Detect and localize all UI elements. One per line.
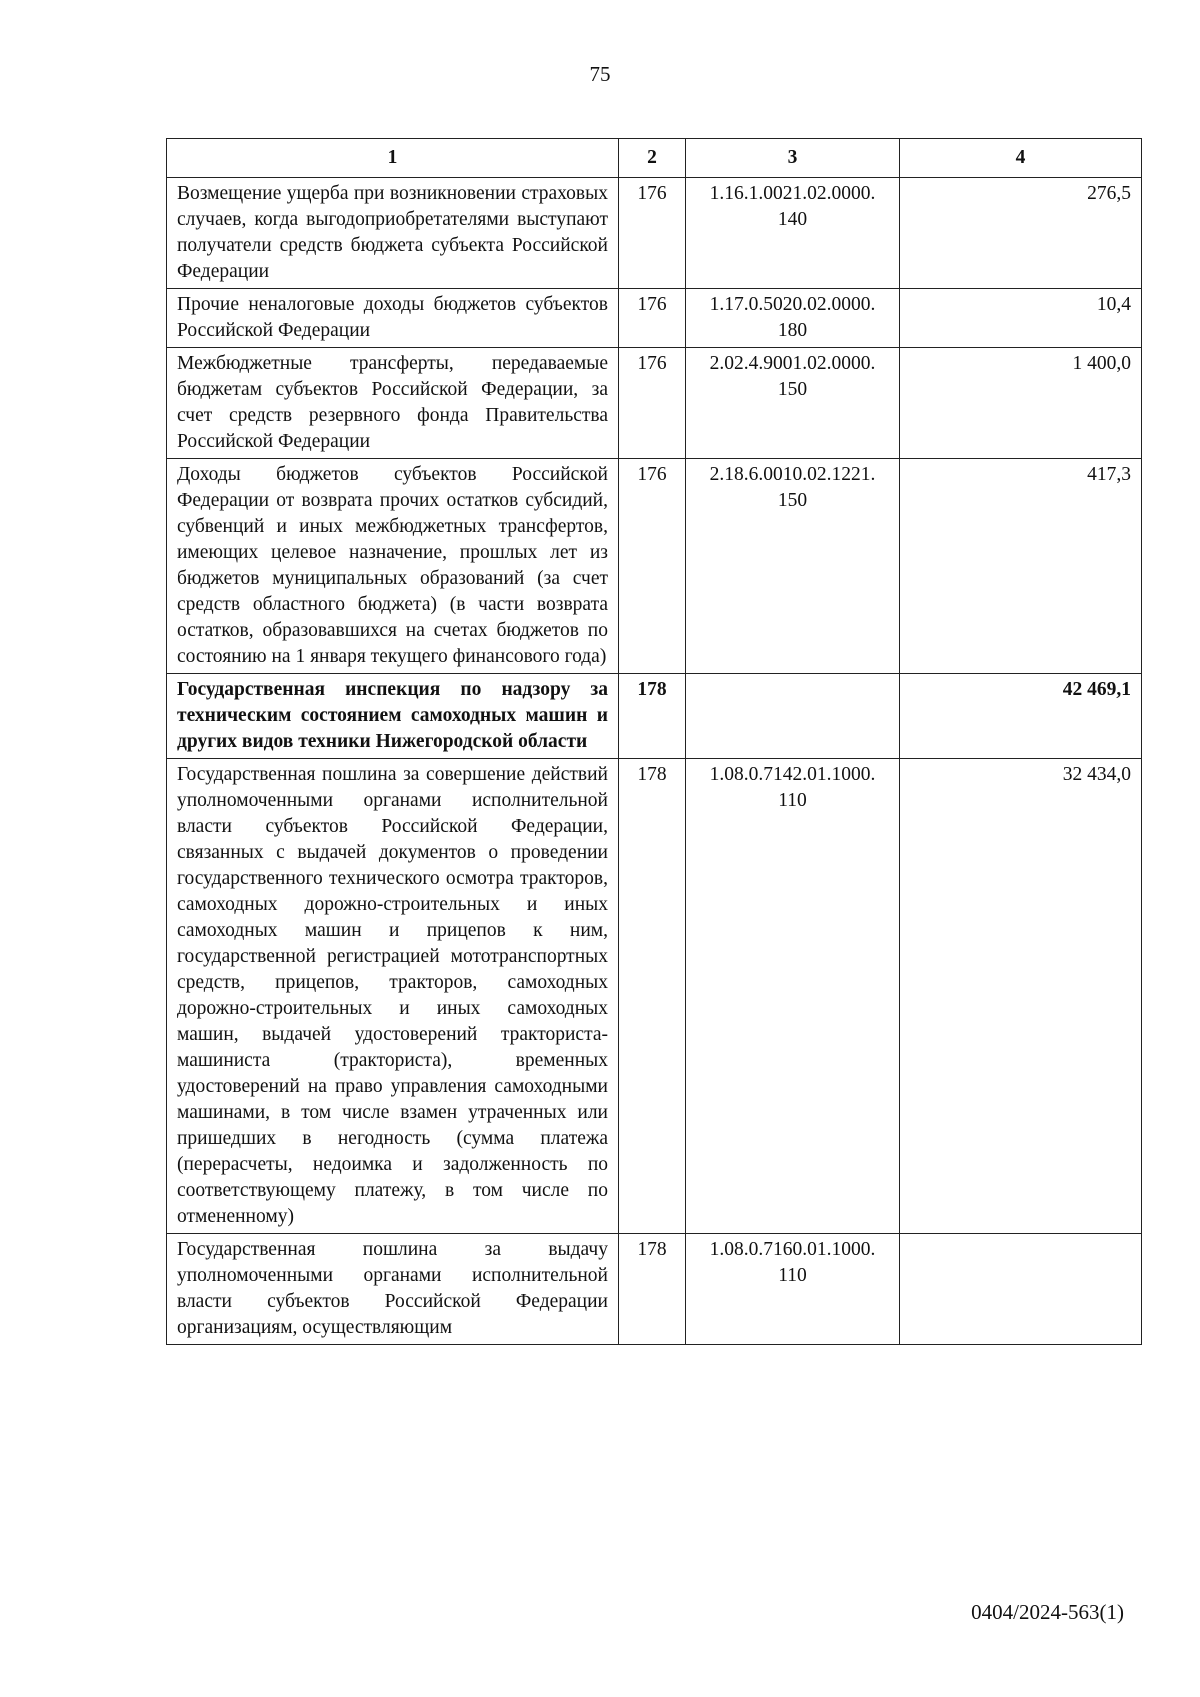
row-kbk: 1.08.0.7142.01.1000. 110 [686,759,900,1234]
table-header-row [167,139,1142,178]
table-row [167,759,1142,1234]
row-kbk: 2.18.6.0010.02.1221. 150 [686,459,900,674]
row-code: 176 [619,178,686,289]
row-amount: 276,5 [900,178,1142,289]
row-kbk [686,674,900,759]
header-col-1: 1 [167,139,619,178]
row-code: 176 [619,289,686,348]
row-amount: 10,4 [900,289,1142,348]
table-row [167,348,1142,459]
row-code: 176 [619,348,686,459]
row-code: 176 [619,459,686,674]
row-name: Государственная инспекция по надзору за техническим состоянием самоходных машин и других видов техники Нижегородской области [167,674,619,759]
row-amount: 32 434,0 [900,759,1142,1234]
row-code: 178 [619,1234,686,1345]
row-amount: 1 400,0 [900,348,1142,459]
row-amount: 42 469,1 [900,674,1142,759]
header-col-4: 4 [900,139,1142,178]
table-body [167,178,1142,1345]
table-row [167,178,1142,289]
row-name: Доходы бюджетов субъектов Российской Федерации от возврата прочих остатков субсидий, субвенций и иных межбюджетных трансфертов, имеющих целевое назначение, прошлых лет из бюджетов муниципальных образований (за счет средств областного бюджета) (в части возврата остатков, образовавшихся на счетах бюджетов по состоянию на 1 января текущего финансового года) [167,459,619,674]
row-kbk: 1.08.0.7160.01.1000. 110 [686,1234,900,1345]
row-name: Межбюджетные трансферты, передаваемые бюджетам субъектов Российской Федерации, за счет средств резервного фонда Правительства Российской Федерации [167,348,619,459]
table-row [167,459,1142,674]
row-name: Государственная пошлина за совершение действий уполномоченными органами исполнительной власти субъектов Российской Федерации, связанных с выдачей документов о проведении государственного технического осмотра тракторов, самоходных дорожно-строительных и иных самоходных машин и прицепов к ним, государственной регистрацией мототранспортных средств, прицепов, тракторов, самоходных дорожно-строительных и иных самоходных машин, выдачей удостоверений тракториста-машиниста (тракториста), временных удостоверений на право управления самоходными машинами, в том числе взамен утраченных или пришедших в негодность (сумма платежа (перерасчеты, недоимка и задолженность по соответствующему платежу, в том числе по отмененному) [167,759,619,1234]
row-name: Возмещение ущерба при возникновении страховых случаев, когда выгодоприобретателями выступают получатели средств бюджета субъекта Российской Федерации [167,178,619,289]
row-name: Государственная пошлина за выдачу уполномоченными органами исполнительной власти субъектов Российской Федерации организациям, осуществляющим [167,1234,619,1345]
row-code: 178 [619,674,686,759]
revenue-table [166,138,1142,1345]
row-kbk: 2.02.4.9001.02.0000. 150 [686,348,900,459]
header-col-3: 3 [686,139,900,178]
header-col-2: 2 [619,139,686,178]
row-kbk: 1.17.0.5020.02.0000. 180 [686,289,900,348]
page-number: 75 [589,62,611,86]
document-code: 0404/2024-563(1) [971,1600,1124,1624]
row-kbk: 1.16.1.0021.02.0000. 140 [686,178,900,289]
table-row [167,289,1142,348]
table-row [167,1234,1142,1345]
row-code: 178 [619,759,686,1234]
row-amount: 417,3 [900,459,1142,674]
row-amount [900,1234,1142,1345]
table-row [167,674,1142,759]
row-name: Прочие неналоговые доходы бюджетов субъектов Российской Федерации [167,289,619,348]
